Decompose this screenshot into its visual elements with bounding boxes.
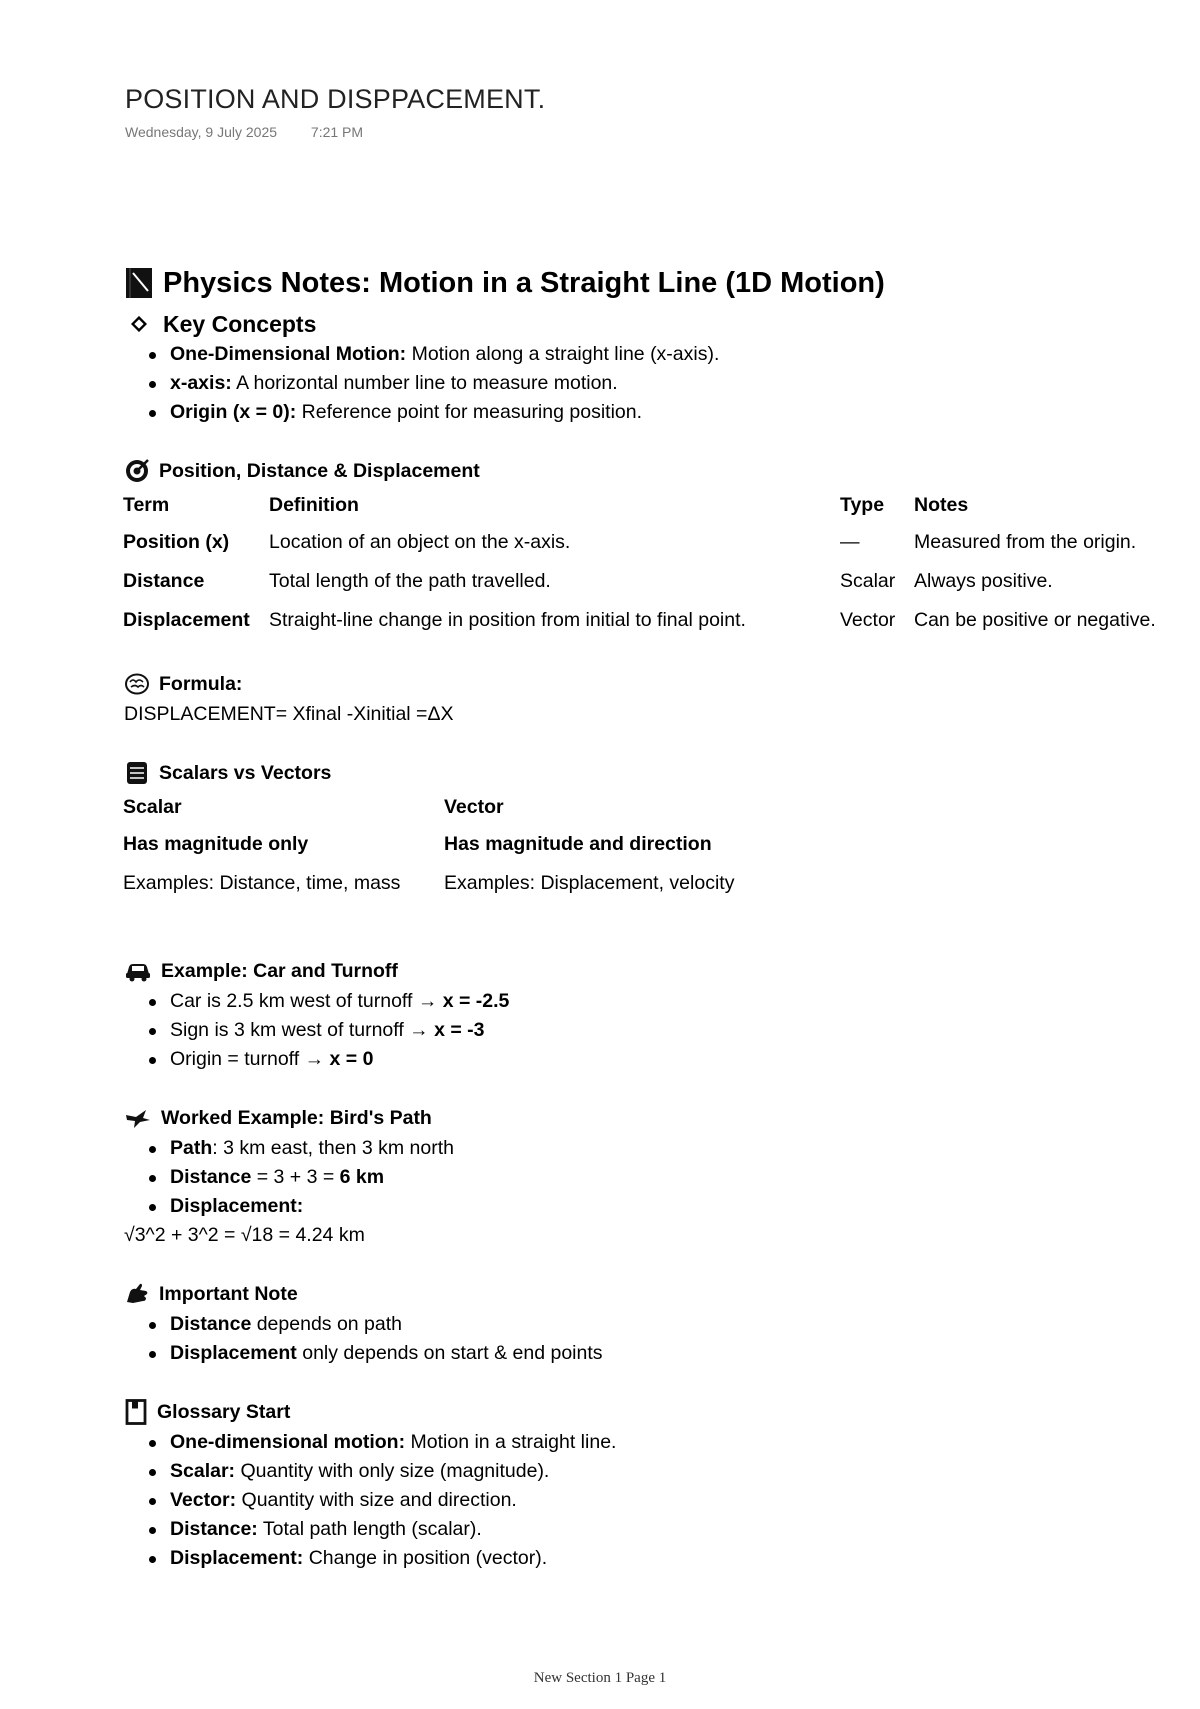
list-item: Car is 2.5 km west of turnoff → x = -2.5 xyxy=(146,987,1184,1016)
table-cell: Straight-line change in position from initial to final point. xyxy=(269,609,746,631)
list-item: Scalar: Quantity with only size (magnitude). xyxy=(146,1457,1184,1486)
scalars-vectors-title: Scalars vs Vectors xyxy=(159,762,332,784)
key-concepts-title: Key Concepts xyxy=(163,311,317,337)
worked-equation: √3^2 + 3^2 = √18 = 4.24 km xyxy=(124,1224,365,1246)
scalars-vectors-table xyxy=(123,789,744,903)
column-header: Vector xyxy=(444,796,504,818)
important-note-list xyxy=(124,1310,1184,1368)
table-cell: Has magnitude only xyxy=(123,833,309,855)
note-content xyxy=(124,262,1184,1573)
glossary-heading xyxy=(124,1396,1184,1428)
brain-icon xyxy=(124,672,150,696)
list-item: Distance = 3 + 3 = 6 km xyxy=(146,1163,1184,1192)
table-row xyxy=(123,864,744,903)
list-item: Vector: Quantity with size and direction. xyxy=(146,1486,1184,1515)
list-item: One-dimensional motion: Motion in a straight line. xyxy=(146,1428,1184,1457)
page-date: Wednesday, 9 July 2025 xyxy=(125,124,278,140)
worked-example-list xyxy=(124,1134,1184,1221)
formula-title: Formula: xyxy=(159,673,243,695)
list-item: Distance depends on path xyxy=(146,1310,1184,1339)
glossary-list xyxy=(124,1428,1184,1573)
table-row xyxy=(123,825,744,864)
table-cell: Examples: Displacement, velocity xyxy=(444,872,735,894)
notes-heading xyxy=(124,262,1184,304)
formula-heading xyxy=(124,668,1184,700)
list-item: Path: 3 km east, then 3 km north xyxy=(146,1134,1184,1163)
page-time: 7:21 PM xyxy=(310,124,364,140)
list-item: Displacement only depends on start & end points xyxy=(146,1339,1184,1368)
notes-heading-text: Physics Notes: Motion in a Straight Line (1D Motion) xyxy=(163,267,885,299)
column-header: Term xyxy=(123,494,170,516)
car-icon xyxy=(124,960,152,982)
list-item: Origin = turnoff → x = 0 xyxy=(146,1045,1184,1074)
table-cell: Total length of the path travelled. xyxy=(269,570,551,592)
table-row xyxy=(123,562,1166,601)
table-cell: Measured from the origin. xyxy=(914,531,1137,553)
target-icon xyxy=(124,458,150,484)
list-item: Sign is 3 km west of turnoff → x = -3 xyxy=(146,1016,1184,1045)
formula-text: DISPLACEMENT= Xfinal -Xinitial =ΔX xyxy=(124,703,454,725)
column-header: Notes xyxy=(914,494,969,516)
position-heading xyxy=(124,455,1184,487)
bird-icon xyxy=(124,1107,152,1129)
table-cell: Always positive. xyxy=(914,570,1053,592)
column-header: Type xyxy=(840,494,885,516)
example-list xyxy=(124,987,1184,1074)
bookmark-icon xyxy=(124,1399,148,1425)
list-item: Distance: Total path length (scalar). xyxy=(146,1515,1184,1544)
column-header: Scalar xyxy=(123,796,182,818)
pointing-hand-icon xyxy=(124,1282,150,1306)
table-cell: Displacement xyxy=(123,609,250,631)
example-title: Example: Car and Turnoff xyxy=(161,960,398,982)
table-cell: Location of an object on the x-axis. xyxy=(269,531,571,553)
definitions-table xyxy=(123,487,1166,640)
worked-example-title: Worked Example: Bird's Path xyxy=(161,1107,432,1129)
table-cell: Can be positive or negative. xyxy=(914,609,1156,631)
glossary-title: Glossary Start xyxy=(157,1401,291,1423)
important-note-heading xyxy=(124,1278,1184,1310)
table-cell: Has magnitude and direction xyxy=(444,833,712,855)
table-header-row xyxy=(123,487,1166,523)
list-item: Displacement: Change in position (vector). xyxy=(146,1544,1184,1573)
table-cell: Examples: Distance, time, mass xyxy=(123,872,401,894)
table-row xyxy=(123,523,1166,562)
diamond-icon xyxy=(124,316,154,332)
page-timestamp xyxy=(125,124,393,140)
key-concepts-list xyxy=(124,340,1184,427)
table-cell: — xyxy=(840,531,860,553)
list-item: One-Dimensional Motion: Motion along a straight line (x-axis). xyxy=(146,340,1184,369)
list-item: Displacement: xyxy=(146,1192,1184,1221)
column-header: Definition xyxy=(269,494,359,516)
position-title: Position, Distance & Displacement xyxy=(159,460,480,482)
example-heading xyxy=(124,955,1184,987)
table-cell: Position (x) xyxy=(123,531,230,553)
table-cell: Distance xyxy=(123,570,205,592)
scalars-vectors-heading xyxy=(124,757,1184,789)
table-cell: Scalar xyxy=(840,570,896,592)
table-row xyxy=(123,601,1166,640)
notebook-icon xyxy=(124,267,154,299)
list-item: Origin (x = 0): Reference point for measuring position. xyxy=(146,398,1184,427)
key-concepts-heading xyxy=(124,308,1184,340)
table-cell: Vector xyxy=(840,609,896,631)
page-footer: New Section 1 Page 1 xyxy=(533,1670,667,1686)
worked-example-heading xyxy=(124,1102,1184,1134)
list-item: x-axis: A horizontal number line to measure motion. xyxy=(146,369,1184,398)
book-icon xyxy=(124,760,150,786)
page-title: POSITION AND DISPPACEMENT. xyxy=(125,84,546,114)
table-header-row xyxy=(123,789,744,825)
important-note-title: Important Note xyxy=(159,1283,298,1305)
